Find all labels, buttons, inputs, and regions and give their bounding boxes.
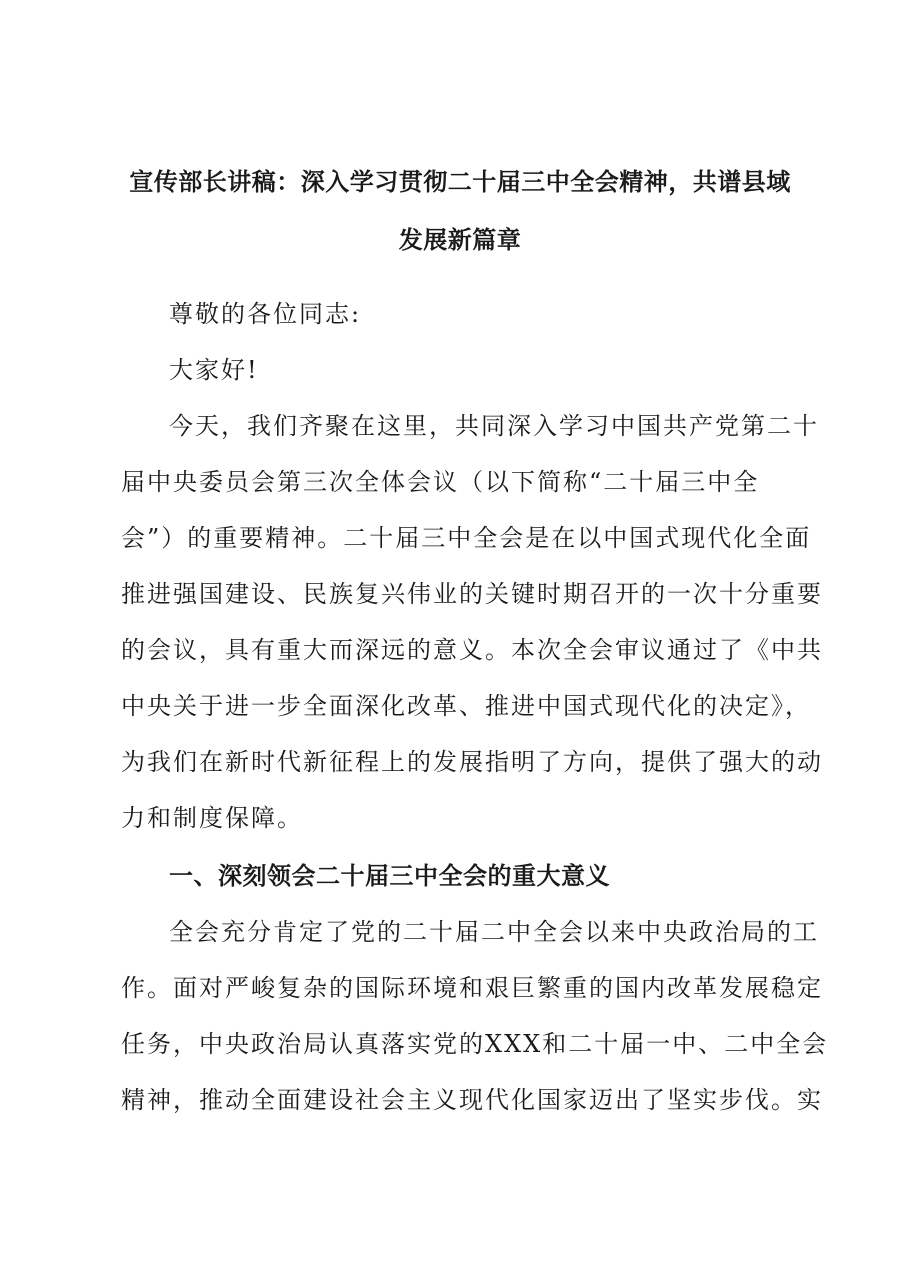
section-heading: 一、深刻领会二十届三中全会的重大意义	[169, 861, 610, 890]
greeting: 大家好!	[169, 356, 259, 384]
paragraph-line: 今天，我们齐聚在这里，共同深入学习中国共产党第二十	[169, 412, 819, 440]
paragraph-line: 届中央委员会第三次全体会议（以下简称“二十届三中全	[121, 468, 760, 496]
document-title-line-2: 发展新篇章	[398, 225, 522, 254]
paragraph-line: 推进强国建设、民族复兴伟业的关键时期召开的一次十分重要	[121, 580, 823, 608]
salutation: 尊敬的各位同志:	[169, 300, 362, 328]
paragraph-line: 的会议，具有重大而深远的意义。本次全会审议通过了《中共	[121, 636, 823, 664]
paragraph-line: 精神，推动全面建设社会主义现代化国家迈出了坚实步伐。实	[121, 1086, 823, 1114]
paragraph-line: 中央关于进一步全面深化改革、推进中国式现代化的决定》，	[121, 692, 811, 720]
paragraph-line: 力和制度保障。	[121, 804, 303, 832]
paragraph-line: 全会充分肯定了党的二十届二中全会以来中央政治局的工	[169, 918, 819, 946]
paragraph-line: 为我们在新时代新征程上的发展指明了方向，提供了强大的动	[121, 748, 823, 776]
paragraph-line: 会”）的重要精神。二十届三中全会是在以中国式现代化全面	[121, 524, 812, 552]
document-title-line-1: 宣传部长讲稿：深入学习贯彻二十届三中全会精神，共谱县域	[129, 167, 791, 196]
paragraph-line: 作。面对严峻复杂的国际环境和艰巨繁重的国内改革发展稳定	[121, 974, 823, 1002]
paragraph-line: 任务，中央政治局认真落实党的XXX和二十届一中、二中全会	[121, 1030, 829, 1058]
